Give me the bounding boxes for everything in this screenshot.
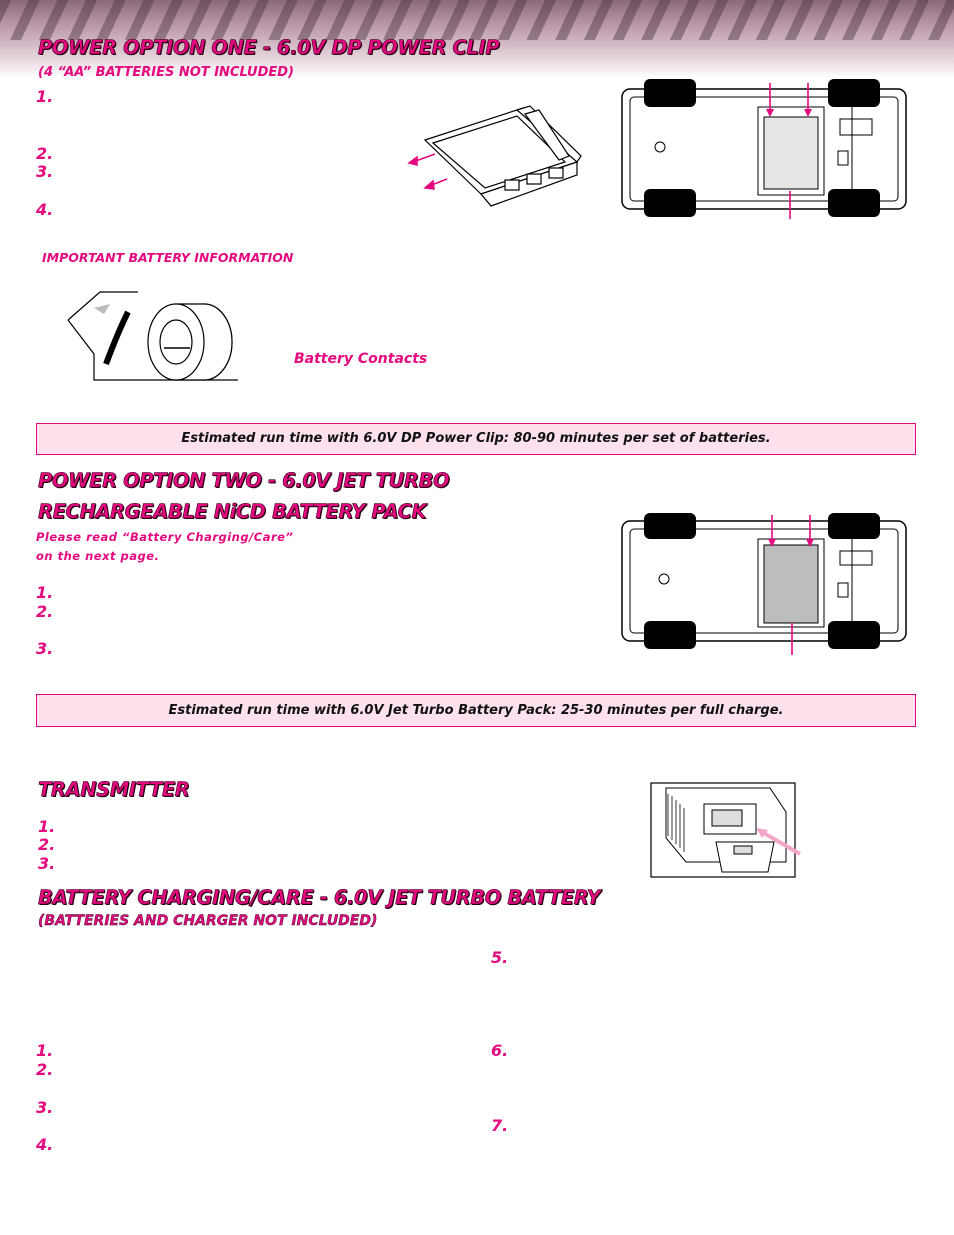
step-number: 2. [36,1060,54,1079]
step-number: 3. [36,639,54,658]
car-chassis-clip-diagram [618,77,908,219]
step-number: 7. [491,1116,509,1135]
section-one-subtitle: (4 “AA” BATTERIES NOT INCLUDED) [38,65,294,80]
step-number: 6. [491,1041,509,1060]
step-number: 1. [36,1041,54,1060]
step-number: 3. [36,1098,54,1117]
charging-note-line2: on the next page. [36,549,160,563]
step-number: 2. [36,144,54,163]
section-two-title-line1: POWER OPTION TWO - 6.0V JET TURBO [38,469,450,492]
section-two-title-line2: RECHARGEABLE NiCD BATTERY PACK [38,500,427,523]
car-chassis-pack-diagram [618,513,908,657]
tire-tread-pattern [0,0,954,40]
step-number: 3. [38,854,56,873]
section-one-title: POWER OPTION ONE - 6.0V DP POWER CLIP [38,36,500,59]
charging-subtitle: (BATTERIES AND CHARGER NOT INCLUDED) [38,913,378,929]
step-number: 3. [36,162,54,181]
step-number: 4. [36,200,54,219]
step-number: 2. [36,602,54,621]
runtime-box-clip: Estimated run time with 6.0V DP Power Clip: 80-90 minutes per set of batteries. [36,423,916,455]
battery-contacts-illustration [66,292,238,382]
power-clip-illustration [405,100,590,210]
step-number: 1. [38,817,56,836]
step-number: 5. [491,948,509,967]
charging-note-line1: Please read “Battery Charging/Care” [36,530,294,544]
transmitter-battery-door-illustration [650,782,796,878]
runtime-box-pack: Estimated run time with 6.0V Jet Turbo Battery Pack: 25-30 minutes per full charge. [36,694,916,727]
step-number: 4. [36,1135,54,1154]
step-number: 1. [36,583,54,602]
step-number: 2. [38,835,56,854]
battery-contacts-label: Battery Contacts [294,351,428,367]
important-battery-info-label: IMPORTANT BATTERY INFORMATION [42,250,294,265]
step-number: 1. [36,87,54,106]
charging-title: BATTERY CHARGING/CARE - 6.0V JET TURBO BATTERY [38,886,601,909]
transmitter-title: TRANSMITTER [38,778,190,801]
